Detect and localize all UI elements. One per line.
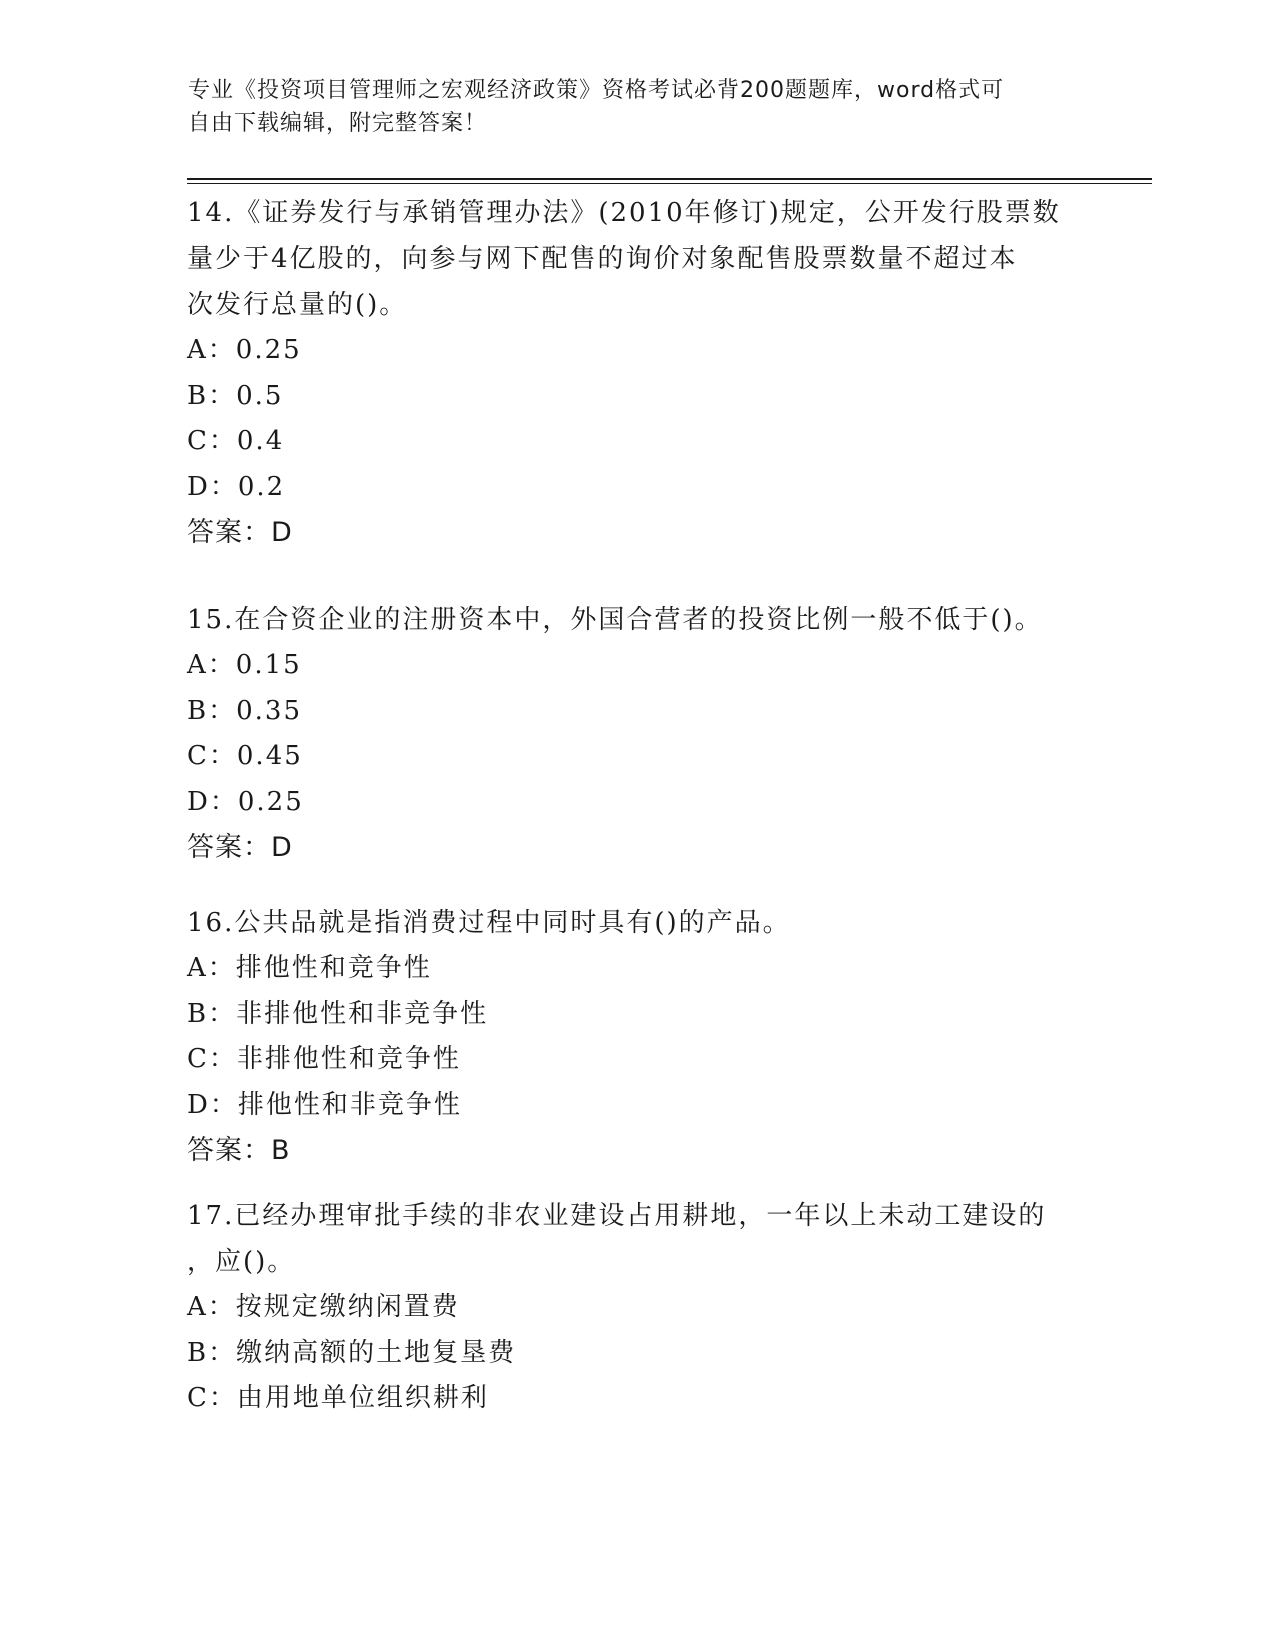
answer-option: C：0.4: [187, 426, 285, 456]
answer-key: 答案：D: [187, 832, 293, 863]
header-divider-thick: [187, 178, 1152, 180]
document-header: [188, 74, 1068, 140]
question-stem-line: 14.《证券发行与承销管理办法》(2010年修订)规定，公开发行股票数: [187, 198, 1061, 228]
question-14: [187, 190, 1087, 556]
answer-option: B：0.5: [187, 380, 284, 411]
answer-option: D：0.2: [187, 471, 286, 502]
question-stem-line: 15.在合资企业的注册资本中，外国合营者的投资比例一般不低于()。: [187, 605, 1043, 635]
answer-option: A：排他性和竞争性: [187, 953, 432, 983]
header-line-1: 专业《投资项目管理师之宏观经济政策》资格考试必背200题题库，word格式可: [188, 78, 1005, 103]
question-16: [187, 900, 1087, 1174]
question-stem-line: ，应()。: [187, 1247, 296, 1277]
answer-option: D：0.25: [187, 786, 304, 817]
answer-option: B：缴纳高额的土地复垦费: [187, 1337, 517, 1368]
answer-option: D：排他性和非竞争性: [187, 1089, 462, 1120]
answer-option: A：0.15: [187, 650, 302, 680]
answer-option: C：由用地单位组织耕利: [187, 1383, 489, 1413]
question-stem-line: 量少于4亿股的，向参与网下配售的询价对象配售股票数量不超过本: [187, 244, 1018, 274]
answer-option: A：0.25: [187, 335, 302, 365]
answer-option: C：0.45: [187, 741, 303, 771]
question-stem-line: 16.公共品就是指消费过程中同时具有()的产品。: [187, 908, 791, 938]
answer-option: A：按规定缴纳闲置费: [187, 1292, 460, 1322]
question-17: [187, 1193, 1087, 1422]
answer-option: C：非排他性和竞争性: [187, 1044, 461, 1074]
answer-option: B：非排他性和非竞争性: [187, 998, 489, 1029]
answer-key: 答案：B: [187, 1135, 291, 1166]
header-divider-thin: [187, 183, 1152, 184]
question-15: [187, 597, 1087, 871]
answer-key: 答案：D: [187, 517, 293, 548]
question-stem-line: 次发行总量的()。: [187, 290, 408, 320]
answer-option: B：0.35: [187, 695, 302, 726]
header-line-2: 自由下载编辑，附完整答案！: [188, 111, 488, 136]
question-stem-line: 17.已经办理审批手续的非农业建设占用耕地，一年以上未动工建设的: [187, 1201, 1047, 1231]
